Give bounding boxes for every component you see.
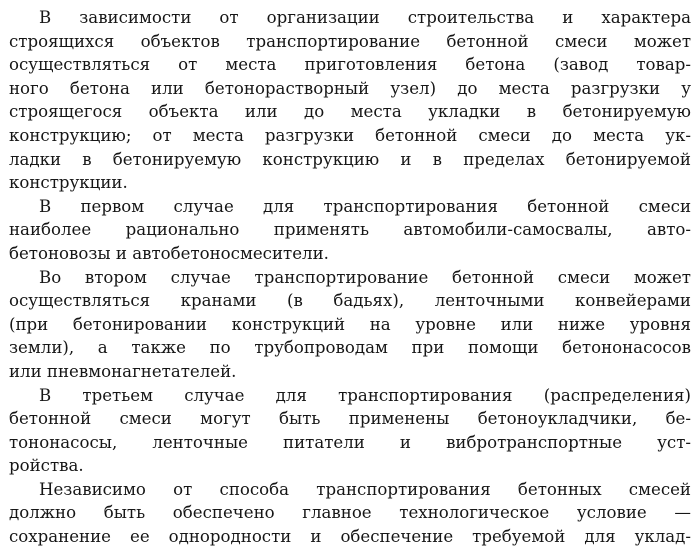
paragraph-5 <box>9 478 691 549</box>
text-line: наиболее рационально применять автомобили-самосвалы, авто- <box>9 220 691 240</box>
text-line: сохранение ее однородности и обеспечение требуемой для уклад- <box>9 527 691 547</box>
text-line: бетоновозы и автобетоносмесители. <box>9 243 329 263</box>
text-line: конструкцию; от места разгрузки бетонной смеси до места ук- <box>9 125 691 145</box>
text-line: Во втором случае транспортирование бетонной смеси может <box>39 267 691 287</box>
text-line: ладки в бетонируемую конструкцию и в пределах бетонируемой <box>9 149 691 169</box>
text-line: В зависимости от организации строительства и характера <box>39 8 691 27</box>
text-line: строящихся объектов транспортирование бетонной смеси может <box>9 31 691 51</box>
paragraph-1 <box>9 6 691 195</box>
text-line: В третьем случае для транспортирования (распределения) <box>39 385 691 405</box>
text-line: осуществляться кранами (в бадьях), ленточными конвейерами <box>9 291 691 311</box>
text-line: В первом случае для транспортирования бетонной смеси <box>39 196 691 216</box>
text-line: бетонной смеси могут быть применены бетоноукладчики, бе- <box>9 409 691 429</box>
text-line: (при бетонировании конструкций на уровне или ниже уровня <box>9 314 691 334</box>
text-line: ройства. <box>9 456 84 476</box>
text-line: земли), а также по трубопроводам при помощи бетононасосов <box>9 338 691 358</box>
text-line: тононасосы, ленточные питатели и вибротранспортные уст- <box>9 432 691 452</box>
text-line: строящегося объекта или до места укладки в бетонируемую <box>9 102 691 122</box>
paragraph-2 <box>9 195 691 266</box>
text-line: Независимо от способа транспортирования бетонных смесей <box>39 479 691 499</box>
text-line: ного бетона или бетонорастворный узел) до места разгрузки у <box>9 78 691 98</box>
text-line: конструкции. <box>9 173 128 193</box>
paragraph-3 <box>9 266 691 384</box>
text-line: осуществляться от места приготовления бетона (завод товар- <box>9 55 691 75</box>
text-line: или пневмонагнетателей. <box>9 361 237 381</box>
paragraph-4 <box>9 384 691 478</box>
text-line: должно быть обеспечено главное технологическое условие — <box>9 503 691 523</box>
